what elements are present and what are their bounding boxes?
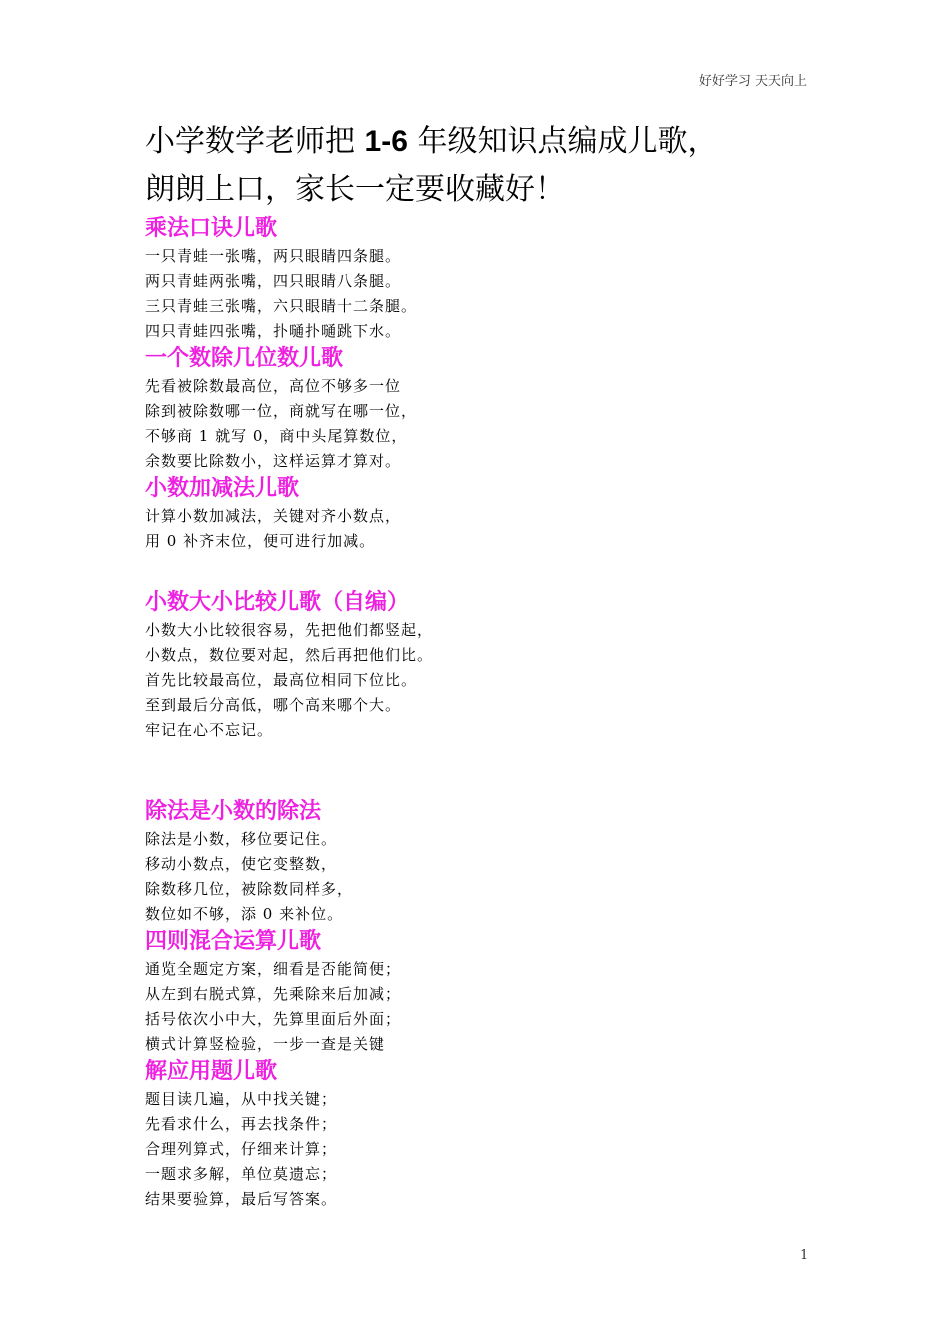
verse-line: 通览全题定方案，细看是否能简便； bbox=[145, 960, 402, 978]
section-heading: 四则混合运算儿歌 bbox=[145, 929, 322, 954]
page-title bbox=[145, 118, 825, 166]
verse-line: 两只青蛙两张嘴，四只眼睛八条腿。 bbox=[145, 272, 402, 290]
section-word-problems bbox=[145, 1057, 825, 1212]
verse-line: 先看被除数最高位，高位不够多一位 bbox=[145, 377, 402, 395]
section-mixed-operations bbox=[145, 927, 825, 1057]
verse-line: 除数移几位，被除数同样多， bbox=[145, 880, 354, 898]
verse-line: 用 0 补齐末位，便可进行加减。 bbox=[145, 532, 376, 550]
title-line1-prefix: 小学数学老师把 bbox=[145, 124, 365, 159]
verse-line: 牢记在心不忘记。 bbox=[145, 721, 274, 739]
page-number: 1 bbox=[800, 1248, 809, 1263]
verse-line: 小数大小比较很容易，先把他们都竖起， bbox=[145, 621, 434, 639]
section-heading: 解应用题儿歌 bbox=[145, 1059, 278, 1084]
section-multiplication bbox=[145, 214, 825, 344]
section-decimal-compare bbox=[145, 588, 825, 743]
verse-line: 数位如不够，添 0 来补位。 bbox=[145, 905, 344, 923]
verse-line: 题目读几遍，从中找关键； bbox=[145, 1090, 338, 1108]
verse-line: 余数要比除数小，这样运算才算对。 bbox=[145, 452, 402, 470]
section-decimal-add-sub bbox=[145, 474, 825, 554]
verse-line: 三只青蛙三张嘴，六只眼睛十二条腿。 bbox=[145, 297, 418, 315]
section-heading: 一个数除几位数儿歌 bbox=[145, 346, 344, 371]
verse-line: 合理列算式，仔细来计算； bbox=[145, 1140, 338, 1158]
verse-line: 除法是小数，移位要记住。 bbox=[145, 830, 338, 848]
verse-line: 四只青蛙四张嘴，扑嗵扑嗵跳下水。 bbox=[145, 322, 402, 340]
verse-line: 除到被除数哪一位，商就写在哪一位， bbox=[145, 402, 418, 420]
title-line1-suffix: 年级知识点编成儿歌， bbox=[407, 124, 718, 159]
verse-line: 小数点，数位要对起，然后再把他们比。 bbox=[145, 646, 434, 664]
spacer bbox=[145, 554, 825, 588]
section-heading: 小数加减法儿歌 bbox=[145, 476, 300, 501]
section-heading: 小数大小比较儿歌（自编） bbox=[145, 590, 410, 615]
section-heading: 乘法口诀儿歌 bbox=[145, 216, 278, 241]
section-division bbox=[145, 344, 825, 474]
verse-line: 一只青蛙一张嘴，两只眼睛四条腿。 bbox=[145, 247, 402, 265]
header-note: 好好学习 天天向上 bbox=[698, 74, 807, 89]
verse-line: 计算小数加减法，关键对齐小数点， bbox=[145, 507, 402, 525]
verse-line: 从左到右脱式算，先乘除来后加减； bbox=[145, 985, 402, 1003]
verse-line: 先看求什么，再去找条件； bbox=[145, 1115, 338, 1133]
section-heading: 除法是小数的除法 bbox=[145, 799, 322, 824]
verse-line: 至到最后分高低，哪个高来哪个大。 bbox=[145, 696, 402, 714]
verse-line: 移动小数点，使它变整数， bbox=[145, 855, 338, 873]
verse-line: 首先比较最高位，最高位相同下位比。 bbox=[145, 671, 418, 689]
verse-line: 结果要验算，最后写答案。 bbox=[145, 1190, 338, 1208]
verse-line: 横式计算竖检验，一步一查是关键 bbox=[145, 1035, 386, 1053]
page-title-line2: 朗朗上口，家长一定要收藏好！ bbox=[145, 172, 565, 207]
verse-line: 一题求多解，单位莫遗忘； bbox=[145, 1165, 338, 1183]
title-line1-bold: 1-6 bbox=[364, 125, 408, 158]
spacer bbox=[145, 743, 825, 797]
section-decimal-division bbox=[145, 797, 825, 927]
verse-line: 括号依次小中大，先算里面后外面； bbox=[145, 1010, 402, 1028]
verse-line: 不够商 1 就写 0，商中头尾算数位， bbox=[145, 427, 408, 445]
document-body bbox=[145, 118, 825, 1212]
